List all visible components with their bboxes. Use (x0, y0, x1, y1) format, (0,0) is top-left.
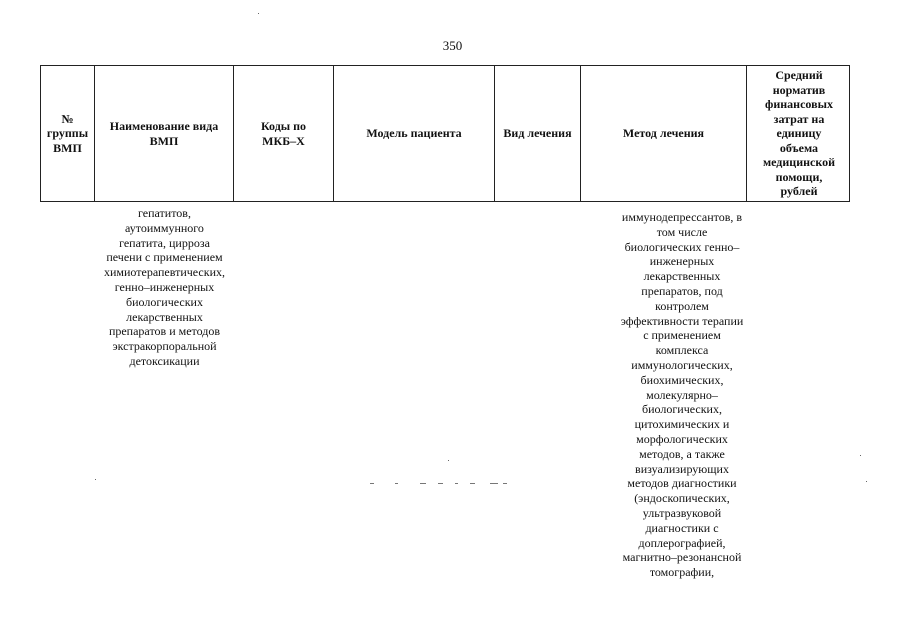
scan-artifact (860, 455, 861, 456)
table-header (40, 65, 850, 202)
scan-artifact (438, 483, 443, 484)
header-average-cost: Средний норматив финансовых затрат на единицу объема медицинской помощи, рублей (762, 68, 836, 199)
header-group-number: № группы ВМП (41, 66, 95, 201)
cell-treatment-method: иммунодепрессантов, в том числе биологических генно– инженерных лекарственных препаратов, под контролем эффективности терапии с применением комплекса иммунологических, биохимических, молекулярно– биологических, цитохимических и морфологических методов, а также визуализирующих методов диагностики (эндоскопических, ультразвуковой диагностики с доплерографией, магнитно–резонансной томографии, (620, 210, 744, 580)
scan-artifact (455, 483, 458, 484)
scan-artifact (258, 13, 259, 14)
scan-artifact (866, 481, 867, 482)
scan-artifact (95, 479, 96, 480)
header-icd-codes: Коды по МКБ–Х (234, 66, 334, 201)
scan-artifact (470, 483, 475, 484)
scan-artifact (490, 483, 498, 484)
header-treatment-method: Метод лечения (581, 66, 747, 201)
cell-vmp-name: гепатитов, аутоиммунного гепатита, цирроза печени с применением химиотерапевтических, генно–инженерных биологических лекарственных препаратов и методов экстракорпоральной детоксикации (103, 206, 226, 368)
header-treatment-type: Вид лечения (495, 66, 581, 201)
scan-artifact (370, 483, 374, 484)
header-patient-model: Модель пациента (334, 66, 495, 201)
scan-artifact (395, 483, 398, 484)
scan-artifact (448, 460, 449, 461)
header-vmp-name: Наименование вида ВМП (95, 66, 234, 201)
scan-artifact (503, 483, 507, 484)
page-number: 350 (442, 38, 463, 53)
scan-artifact (420, 483, 426, 484)
